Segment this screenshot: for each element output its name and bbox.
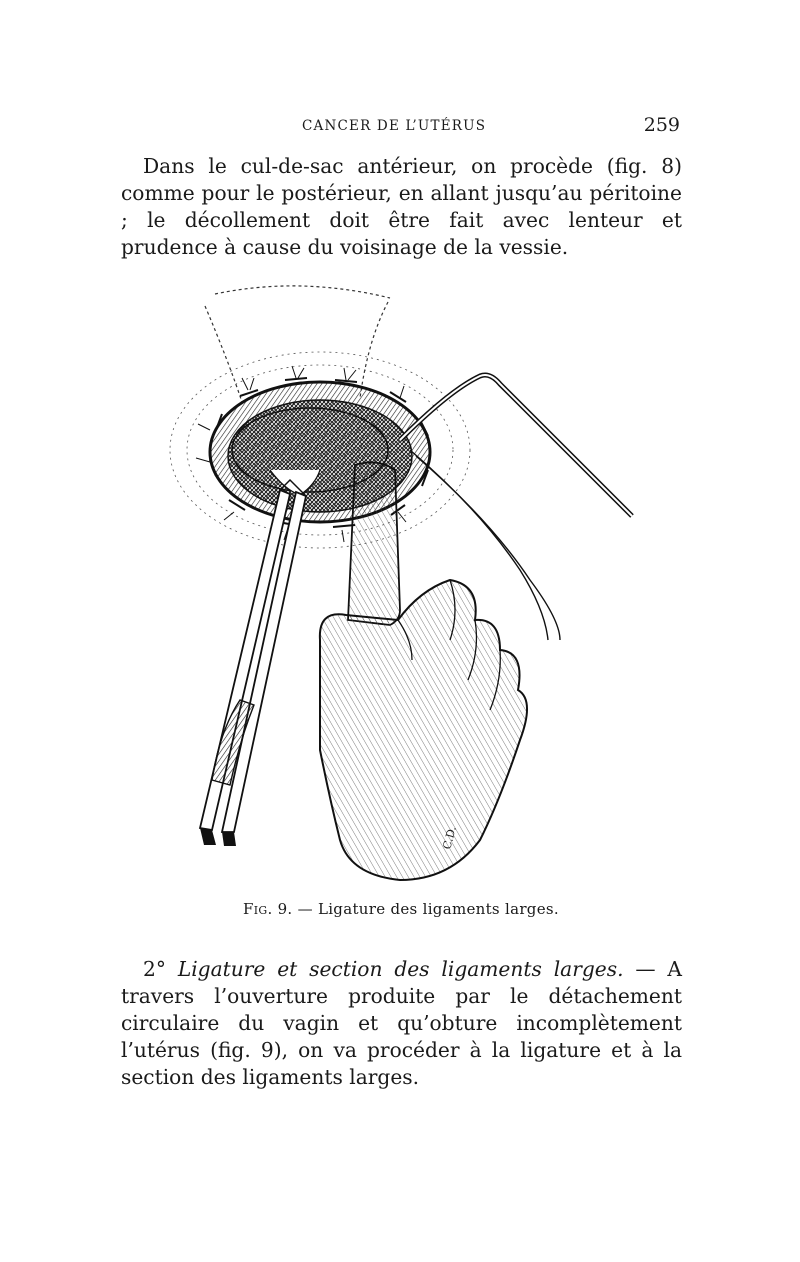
paragraph-ligature-section xyxy=(121,956,682,1091)
figure-label: Fig. 9. xyxy=(243,900,293,918)
paragraph-anterior-cul-de-sac xyxy=(121,153,682,261)
ligature-needle xyxy=(400,375,632,516)
caption-separator: — xyxy=(292,900,318,918)
caption-text: Ligature des ligaments larges. xyxy=(317,900,559,918)
page-number: 259 xyxy=(643,114,680,136)
section-number: 2° xyxy=(143,957,166,981)
running-head xyxy=(120,114,682,140)
dotted-outline xyxy=(215,286,390,298)
heading-dash: — xyxy=(623,957,668,981)
figure-caption xyxy=(120,900,682,918)
paragraph-text: A travers l’ouverture produite par le détachement circulaire du vagin et qu’obture incomplètement l’utérus (fig. 9), on va procéder à la ligature et à la section des ligaments larges. xyxy=(121,957,682,1089)
forceps-instrument xyxy=(200,480,306,846)
paragraph-text: Dans le cul-de-sac antérieur, on procède (fig. 8) comme pour le postérieur, en allant jusqu’au péritoine ; le décollement doit être fait avec lenteur et prudence à cause du voisinage de la vessie. xyxy=(121,154,682,259)
running-title: CANCER DE L’UTÉRUS xyxy=(302,118,487,134)
dotted-outline-left xyxy=(205,306,242,402)
figure-ligature-illustration xyxy=(150,280,650,890)
engraver-signature: C.D. xyxy=(440,824,459,851)
engraving-illustration xyxy=(150,280,650,890)
dotted-outline-right xyxy=(360,302,388,398)
section-heading: Ligature et section des ligaments larges. xyxy=(177,957,624,981)
